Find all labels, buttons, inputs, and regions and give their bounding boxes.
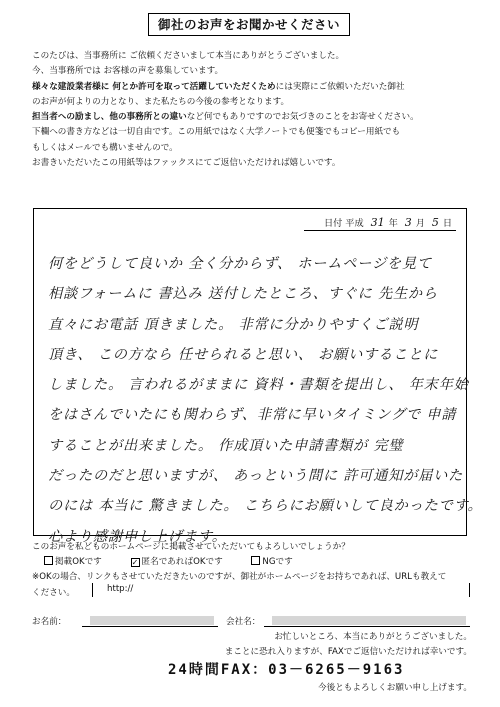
option-ng[interactable]: [251, 557, 292, 567]
option-ok-checkbox[interactable]: [44, 556, 53, 565]
intro-line: [32, 80, 478, 95]
date-day-unit: 日: [442, 218, 452, 229]
option-ok-label: 掲載OKです: [55, 557, 102, 567]
option-ng-checkbox[interactable]: [251, 556, 260, 565]
handwritten-line: 心より感謝申し上げます。: [48, 528, 227, 545]
intro-line: のお声が何よりの力となり、また私たちの今後の参考となります。: [32, 96, 290, 107]
date-month: 3: [404, 216, 412, 229]
date-year-unit: 年: [388, 218, 398, 229]
date-day: 5: [431, 216, 439, 229]
date-label: 日付: [324, 218, 343, 229]
date-field: [304, 215, 456, 231]
url-field[interactable]: [92, 583, 470, 597]
link-note: ※OKの場合、リンクもさせていただきたいのですが、御社がホームページをお持ちであれば、URLも教えて: [32, 572, 447, 582]
handwritten-testimonial: [48, 249, 483, 552]
fax-request: まことに恐れ入りますが、FAXでご返信いただければ幸いです。: [224, 647, 472, 657]
option-anon-checkbox[interactable]: [131, 558, 140, 567]
url-value: http://: [107, 584, 134, 594]
closing-message: 今後ともよろしくお願い申し上げます。: [317, 683, 472, 693]
handwritten-line: 頂き、 この方なら 任せられると思い、 お願いすることに: [48, 346, 439, 363]
intro-line: このたびは、当事務所に ご依頼くださいまして本当にありがとうございました。: [32, 51, 345, 61]
company-redaction: [272, 616, 466, 625]
option-anon-label: 匿名であればOKです: [141, 557, 223, 567]
intro-line: もしくはメールでも構いませんので。: [32, 142, 178, 153]
name-redaction: [90, 616, 214, 625]
handwritten-line: しました。 言われるがままに 資料・書類を提出し、 年末年始: [48, 377, 469, 394]
company-field[interactable]: [264, 626, 470, 627]
handwritten-line: だったのだと思いますが、 あっという間に 許可通知が届いた: [48, 468, 464, 485]
name-field[interactable]: [82, 626, 218, 627]
consent-options: [44, 555, 293, 567]
option-ng-label: NGです: [262, 557, 293, 567]
handwritten-line: 直々にお電話 頂きました。 非常に分かりやすくご説明: [48, 316, 419, 333]
intro-text: [32, 49, 478, 171]
option-anon[interactable]: [131, 557, 223, 567]
intro-rest: など何でもありですのでお気づきのことをお寄せください。: [186, 112, 419, 123]
intro-bold: 担当者への励まし、他の事務所との違い: [32, 112, 187, 123]
page-title: 御社のお声をお聞かせください: [148, 13, 350, 36]
intro-rest: には実際にご依頼いただいた御社: [275, 81, 405, 92]
check-mark-icon: ✓: [131, 558, 139, 567]
intro-line: 今、当事務所では お客様の声を募集しています。: [32, 66, 224, 77]
handwritten-line: 何をどうして良いか 全く分からず、 ホームページを見て: [48, 256, 432, 272]
consent-question: このお声を私どものホームページに掲載させていただいてもよろしいでしょうか？: [32, 542, 350, 552]
handwritten-line: のには 本当に 驚きました。 こちらにお願いして良かったです。: [48, 498, 483, 515]
intro-line: [32, 110, 478, 125]
intro-line: 下欄への書き方などは一切自由です。この用紙ではなく大学ノートでも便箋でもコピー用紙でも: [32, 127, 401, 138]
date-era: 平成: [345, 218, 364, 229]
handwritten-line: 相談フォームに 書込み 送付したところ、すぐに 先生から: [48, 286, 438, 303]
link-note-cont: ください。: [32, 588, 75, 598]
intro-bold: 様々な建設業者様に 何とか許可を取って活躍していただくため: [32, 81, 276, 92]
date-year: 31: [370, 216, 385, 229]
testimonial-box: [33, 208, 483, 545]
thanks-message: お忙しいところ、本当にありがとうございました。: [274, 632, 472, 642]
company-label: 会社名：: [226, 617, 261, 627]
option-ok[interactable]: [44, 557, 102, 567]
date-month-unit: 月: [415, 218, 425, 229]
fax-number: 24時間FAX：03－6265－9163: [168, 662, 405, 678]
name-label: お名前：: [32, 617, 67, 627]
intro-line: お書きいただいたこの用紙等はファックスにてご返信いただければ嬉しいです。: [32, 158, 341, 169]
handwritten-line: することが出来ました。 作成頂いた申請書類が 完璧: [48, 437, 404, 454]
handwritten-line: をはさんでいたにも関わらず、非常に早いタイミングで 申請: [48, 407, 457, 424]
